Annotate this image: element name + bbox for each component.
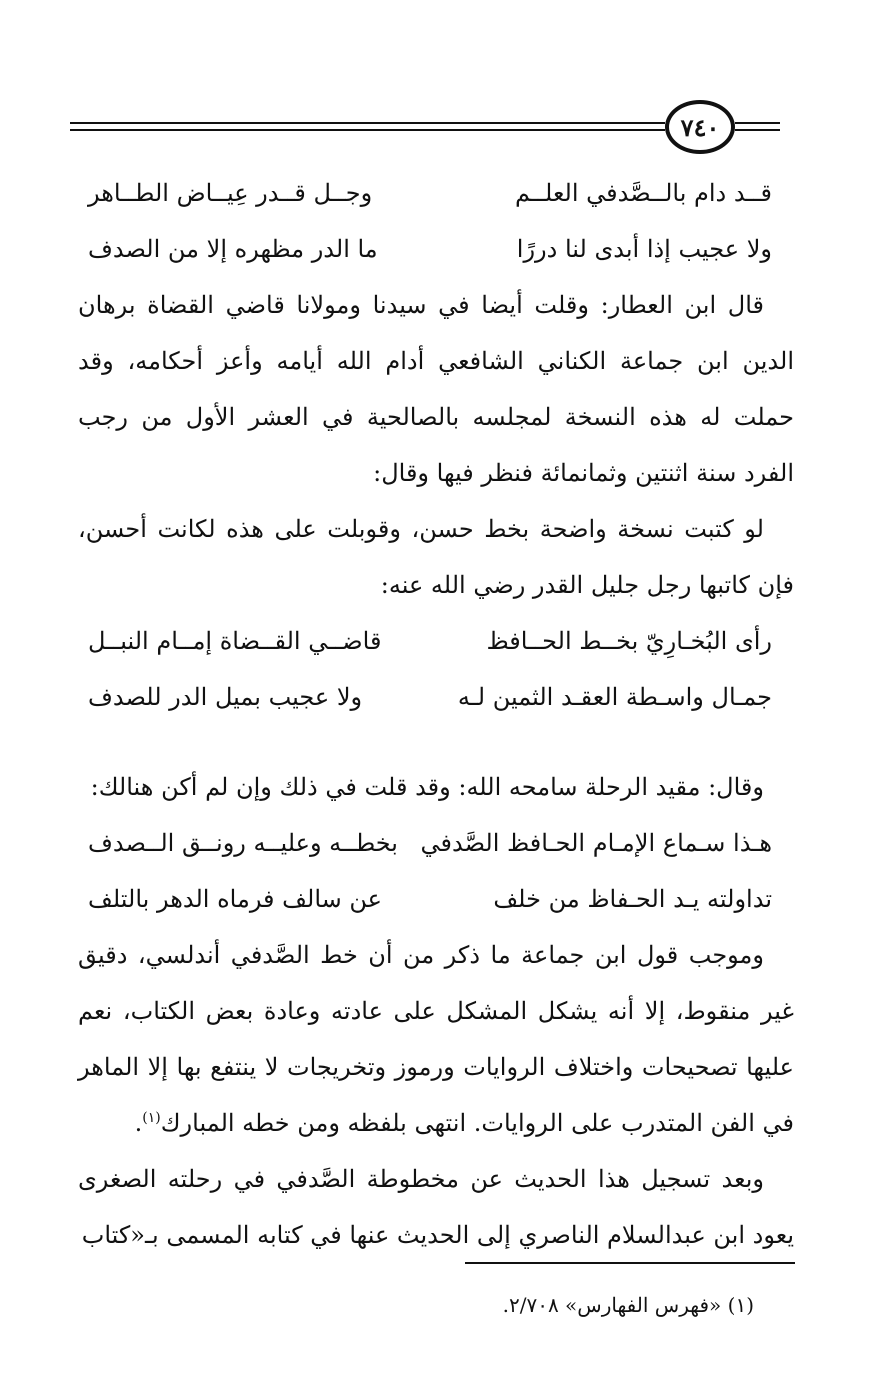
paragraph-text: وموجب قول ابن جماعة ما ذكر من أن خط الصَّدفي أندلسي، دقيق غير منقوط، إلا أنه يشكل المشكل على عادته وعادة بعض الكتاب، نعم عليها تصحيحات واختلاف الروايات ورموز وتخريجات لا ينتفع بها إلا الماهر في الفن المتدرب على الروايات. انتهى بلفظه ومن خطه المبارك — [78, 941, 794, 1137]
footnote: (١) «فهرس الفهارس» ٢/٧٠٨. — [502, 1293, 754, 1317]
hemistich-left: قاضــي القــضاة إمــام النبــل — [88, 627, 382, 655]
hemistich-left: ولا عجيب بميل الدر للصدف — [88, 683, 363, 711]
paragraph — [78, 927, 794, 1151]
hemistich-right: ولا عجيب إذا أبدى لنا دررًا — [516, 235, 772, 263]
verse-line — [78, 871, 794, 927]
paragraph: وبعد تسجيل هذا الحديث عن مخطوطة الصَّدفي في رحلته الصغرى يعود ابن عبدالسلام الناصري إلى الحديث عنها في كتابه المسمى بـ«كتاب — [78, 1165, 794, 1249]
paragraph: لو كتبت نسخة واضحة بخط حسن، وقوبلت على هذه لكانت أحسن، فإن كاتبها رجل جليل القدر رضي الله عنه: — [78, 515, 794, 599]
hemistich-right: قــد دام بالــصَّدفي العلــم — [514, 179, 772, 207]
hemistich-left: عن سالف فرماه الدهر بالتلف — [88, 885, 382, 913]
header-rule — [70, 129, 665, 131]
header-rule — [735, 122, 780, 124]
section-gap — [78, 725, 794, 759]
verse-line — [78, 669, 794, 725]
paragraph: قال ابن العطار: وقلت أيضا في سيدنا ومولانا قاضي القضاة برهان الدين ابن جماعة الكناني الشافعي أدام الله أيامه وأعز أحكامه، وقد حملت له هذه النسخة لمجلسه بالصالحية في العشر الأول من رجب الفرد سنة اثنتين وثمانمائة فنظر فيها وقال: — [78, 291, 794, 487]
page-header — [70, 96, 810, 160]
verse-line — [78, 221, 794, 277]
hemistich-left: بخطــه وعليــه رونــق الــصدف — [88, 829, 398, 857]
footnote-rule — [465, 1262, 795, 1264]
hemistich-left: وجــل قــدر عِيــاض الطــاهر — [88, 179, 373, 207]
hemistich-left: ما الدر مظهره إلا من الصدف — [88, 235, 378, 263]
verse-line — [78, 613, 794, 669]
header-rule — [735, 129, 780, 131]
page-number: ٧٤٠ — [665, 100, 735, 154]
hemistich-right: جمـال واسـطة العقـد الثمين لـه — [457, 683, 772, 711]
hemistich-right: رأى البُخـارِيّ بخــط الحــافظ — [486, 627, 772, 655]
paragraph-end: . — [134, 1109, 143, 1137]
footnote-ref: (١) — [142, 1110, 161, 1126]
verse-line — [78, 165, 794, 221]
page-body — [78, 165, 794, 1263]
paragraph: وقال: مقيد الرحلة سامحه الله: وقد قلت في ذلك وإن لم أكن هنالك: — [90, 773, 764, 801]
header-rule — [70, 122, 665, 124]
verse-line — [78, 815, 794, 871]
hemistich-right: تداولته يـد الحـفاظ من خلف — [493, 885, 772, 913]
hemistich-right: هـذا سـماع الإمـام الحـافظ الصَّدفي — [420, 829, 772, 857]
